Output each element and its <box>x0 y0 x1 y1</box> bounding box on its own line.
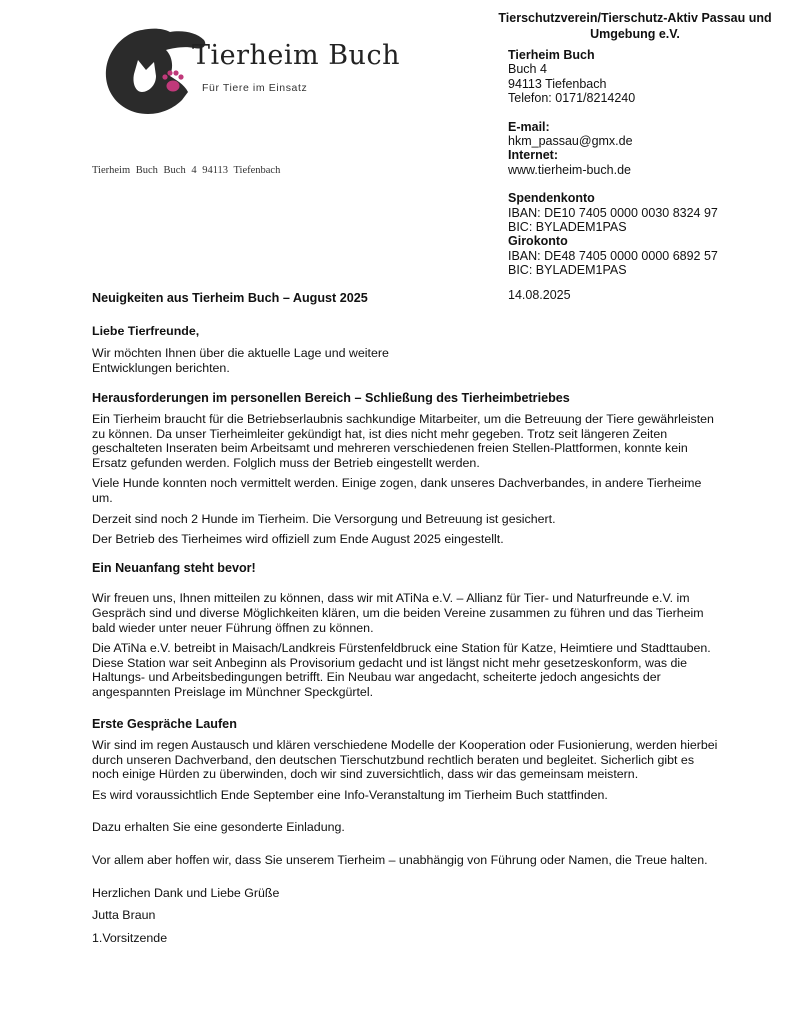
website-link[interactable]: www.tierheim-buch.de <box>508 162 631 177</box>
section-heading-staff: Herausforderungen im personellen Bereich – Schließung des Tierheimbetriebes <box>92 391 570 406</box>
paragraph: Wir sind im regen Austausch und klären verschiedene Modelle der Kooperation oder Fusionierung, werden hierbei durch unseren Dachverband, den deutschen Tierschutzbund rechtlich beraten und begleitet. Sicherlich gibt es noch einige Hürden zu überwinden, doch wir sind zuversichtlich, dass wir das gemeinsam meistern. <box>92 738 718 782</box>
paragraph: Viele Hunde konnten noch vermittelt werden. Einige zogen, dank unseres Dachverbandes, in andere Tierheime um. <box>92 476 702 505</box>
contact-city: 94113 Tiefenbach <box>508 76 607 91</box>
paragraph: Derzeit sind noch 2 Hunde im Tierheim. Die Versorgung und Betreuung ist gesichert. <box>92 511 556 526</box>
letter-greeting: Liebe Tierfreunde, <box>92 323 200 338</box>
giro-account-label: Girokonto <box>508 234 568 249</box>
signer-name: Jutta Braun <box>92 908 156 923</box>
donation-iban: IBAN: DE10 7405 0000 0030 8324 97 <box>508 205 718 220</box>
closing: Herzlichen Dank und Liebe Grüße <box>92 885 280 900</box>
paragraph: Vor allem aber hoffen wir, dass Sie unserem Tierheim – unabhängig von Führung oder Namen, die Treue halten. <box>92 853 708 868</box>
letter-subject: Neuigkeiten aus Tierheim Buch – August 2025 <box>92 291 368 305</box>
organization-name: Tierschutzverein/Tierschutz-Aktiv Passau und Umgebung e.V. <box>498 11 772 41</box>
logo-tagline: Für Tiere im Einsatz <box>202 82 308 94</box>
donation-bic: BIC: BYLADEM1PAS <box>508 220 627 235</box>
paragraph: Ein Tierheim braucht für die Betriebserlaubnis sachkundige Mitarbeiter, um die Betreuung der Tiere gewährleisten zu können. Da unser Tierheimleiter gekündigt hat, ist dies nicht mehr gegeben. Trotz seit längeren Zeiten geschalteten Inseraten beim Arbeitsamt und mehreren verschiedenen freien Stellen-Plattformen, konnte kein Ersatz gefunden werden. Folglich muss der Betrieb eingestellt werden. <box>92 411 714 470</box>
paragraph: Die ATiNa e.V. betreibt in Maisach/Landkreis Fürstenfeldbruck eine Station für Katze, Heimtiere und Stadttauben. Diese Station war seit Anbeginn als Provisorium gedacht und ist längst nicht mehr gesetzeskonform, was die Haltungs- und Arbeitsbedingungen betrifft. Ein Neubau war angedacht, scheiterte jedoch angesichts der angespannten Preislage im Münchner Speckgürtel. <box>92 641 711 699</box>
internet-label: Internet: <box>508 148 558 163</box>
signer-role: 1.Vorsitzende <box>92 930 168 945</box>
contact-name: Tierheim Buch <box>508 48 595 62</box>
email-label: E-mail: <box>508 119 550 134</box>
contact-phone: Telefon: 0171/8214240 <box>508 91 636 106</box>
letter-date: 14.08.2025 <box>508 288 571 302</box>
donation-account-label: Spendenkonto <box>508 191 595 206</box>
giro-iban: IBAN: DE48 7405 0000 0000 6892 57 <box>508 248 718 263</box>
paragraph: Wir freuen uns, Ihnen mitteilen zu können, dass wir mit ATiNa e.V. – Allianz für Tier- und Naturfreunde e.V. im Gespräch sind und diverse Möglichkeiten klären, um die beiden Vereine zusammen zu führen und das Tierheim bald wieder unter neuer Führung öffnen zu können. <box>92 591 704 635</box>
intro-paragraph: Wir möchten Ihnen über die aktuelle Lage und weitere Entwicklungen berichten. <box>92 346 389 375</box>
letter-body <box>92 291 724 951</box>
section-heading-new-start: Ein Neuanfang steht bevor! <box>92 560 256 575</box>
logo-title: Tierheim Buch <box>192 40 400 71</box>
paragraph: Es wird voraussichtlich Ende September eine Info-Veranstaltung im Tierheim Buch stattfinden. <box>92 787 608 802</box>
email-link[interactable]: hkm_passau@gmx.de <box>508 134 633 149</box>
giro-bic: BIC: BYLADEM1PAS <box>508 263 627 278</box>
contact-block <box>508 48 798 278</box>
contact-street: Buch 4 <box>508 62 547 77</box>
section-heading-talks: Erste Gespräche Laufen <box>92 717 237 732</box>
paragraph: Dazu erhalten Sie eine gesonderte Einladung. <box>92 820 345 835</box>
paragraph: Der Betrieb des Tierheimes wird offiziell zum Ende August 2025 eingestellt. <box>92 532 504 547</box>
sender-line: Tierheim Buch Buch 4 94113 Tiefenbach <box>92 165 281 176</box>
